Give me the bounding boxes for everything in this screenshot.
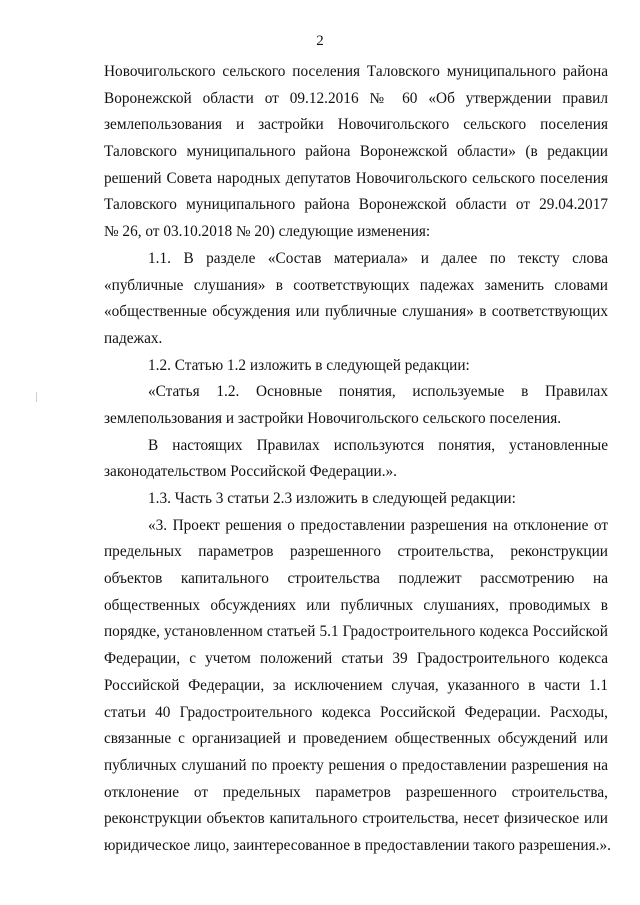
text-line: публичных слушаний по проекту решения о предоставлении разрешения на — [104, 756, 608, 774]
text-line: законодательством Российской Федерации.». — [104, 463, 397, 481]
text-line: 1.2. Статью 1.2 изложить в следующей редакции: — [148, 356, 470, 374]
document-body — [104, 59, 611, 860]
text-line: предельных параметров разрешенного строительства, реконструкции — [104, 543, 608, 561]
text-line: «общественные обсуждения или публичные слушания» в соответствующих — [104, 303, 608, 321]
text-line: «Статья 1.2. Основные понятия, используемые в Правилах — [148, 383, 608, 401]
text-line: связанные с организацией и проведением общественных обсуждений или — [104, 730, 608, 748]
text-line: «публичные слушания» в соответствующих падежах заменить словами — [104, 276, 608, 294]
text-line: В настоящих Правилах используются понятия, установленные — [148, 436, 608, 454]
text-line: Воронежской области от 09.12.2016 № 60 «Об утверждении правил — [104, 89, 608, 107]
text-line: порядке, установленном статьей 5.1 Градостроительного кодекса Российской — [104, 623, 608, 641]
text-line: Новочигольского сельского поселения Таловского муниципального района — [104, 63, 608, 80]
text-line: Российской Федерации, за исключением случая, указанного в части 1.1 — [104, 676, 608, 694]
text-line: Таловского муниципального района Воронежской области» (в редакции — [104, 143, 608, 161]
text-line: 1.1. В разделе «Состав материала» и далее по тексту слова — [148, 249, 608, 267]
text-line: общественных обсуждениях или публичных слушаниях, проводимых в — [104, 596, 608, 614]
text-line: объектов капитального строительства подлежит рассмотрению на — [104, 570, 608, 588]
text-line: Таловского муниципального района Воронежской области от 29.04.2017 — [104, 196, 608, 214]
text-line: статьи 40 Градостроительного кодекса Российской Федерации. Расходы, — [104, 703, 608, 721]
text-line: «3. Проект решения о предоставлении разрешения на отклонение от — [148, 516, 608, 534]
text-line: падежах. — [104, 329, 163, 347]
text-line: реконструкции объектов капитального строительства, несет физическое или — [104, 810, 608, 828]
page-number: 2 — [316, 33, 324, 49]
text-line: № 26, от 03.10.2018 № 20) следующие изменения: — [104, 223, 431, 241]
text-line: землепользования и застройки Новочигольского сельского поселения — [104, 116, 608, 134]
text-line: Федерации, с учетом положений статьи 39 Градостроительного кодекса — [104, 650, 608, 668]
text-line: решений Совета народных депутатов Новочигольского сельского поселения — [104, 169, 608, 187]
text-line: юридическое лицо, заинтересованное в предоставлении такого разрешения.». — [104, 836, 611, 854]
scan-margin-mark — [36, 392, 37, 402]
text-line: землепользования и застройки Новочигольского сельского поселения. — [104, 409, 562, 427]
text-line: 1.3. Часть 3 статьи 2.3 изложить в следующей редакции: — [148, 490, 516, 507]
text-line: отклонение от предельных параметров разрешенного строительства, — [104, 783, 608, 801]
